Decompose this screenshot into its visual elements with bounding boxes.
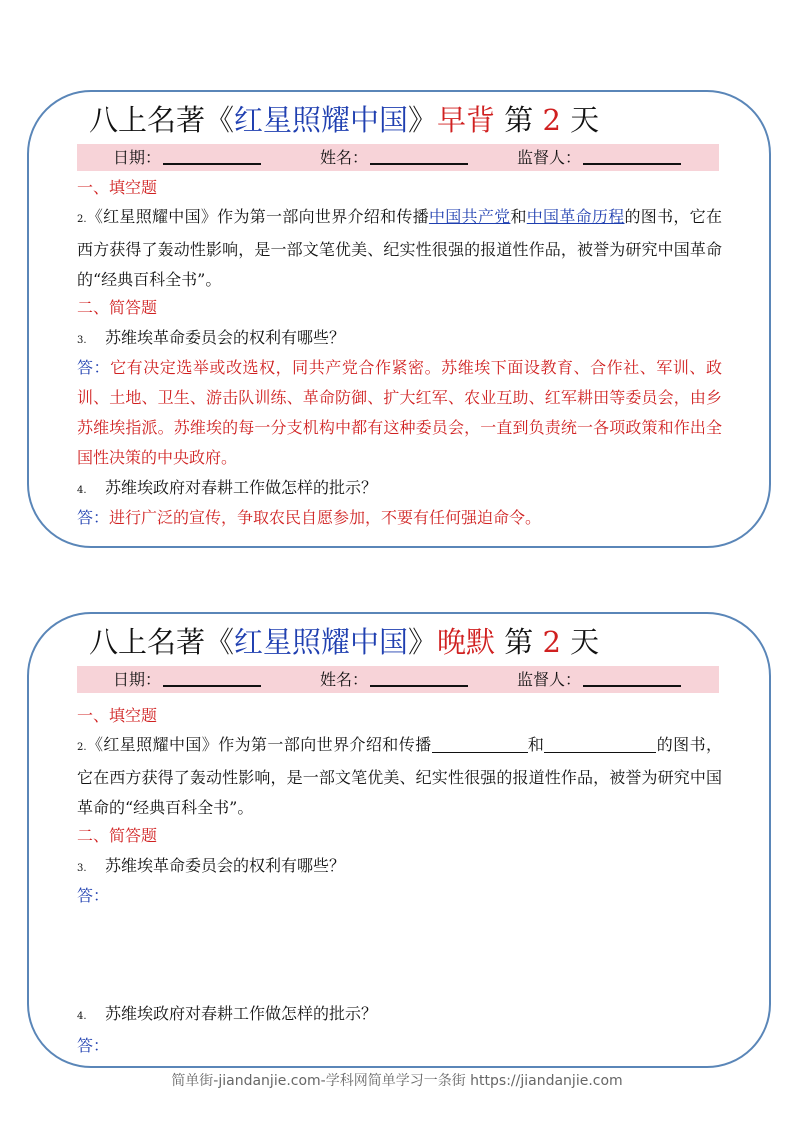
footer-watermark: 简单街-jiandanjie.com-学科网简单学习一条街 https://jiandanjie.com xyxy=(171,1073,623,1089)
name-field[interactable]: 姓名： xyxy=(320,144,468,171)
supervisor-field[interactable]: 监督人： xyxy=(517,666,681,693)
section-fill-blank: 一、填空题 xyxy=(77,706,158,725)
answer-4: 答：进行广泛的宣传，争取农民自愿参加，不要有任何强迫命令。 xyxy=(77,508,542,527)
name-field[interactable]: 姓名： xyxy=(320,666,468,693)
title-tag: 早背 xyxy=(437,103,496,137)
supervisor-blank[interactable] xyxy=(583,667,681,687)
title-book: 红星照耀中国 xyxy=(234,103,409,137)
title-day-post: 天 xyxy=(560,103,600,137)
date-blank[interactable] xyxy=(163,145,261,165)
fill-blank-2[interactable] xyxy=(544,734,656,753)
section-short-answer: 二、简答题 xyxy=(77,826,158,845)
title-day-pre: 第 xyxy=(495,103,543,137)
title-day-num: 2 xyxy=(542,103,561,137)
answer-3: 答：它有决定选举或改选权，同共产党合作紧密。苏维埃下面设教育、合作社、军训、政训、土地、卫生、游击队训练、革命防御、扩大红军、农业互助、红军耕田等委员会，由乡苏维埃指派。苏维埃的每一分支机构中都有这种委员会，一直到负责统一各项政策和作出全国性决策的中央政府。 xyxy=(77,358,722,467)
question-4: 4. 苏维埃政府对春耕工作做怎样的批示？ xyxy=(77,478,378,497)
evening-card xyxy=(27,612,771,1068)
question-2: 2.《红星照耀中国》作为第一部向世界介绍和传播中国共产党和中国革命历程的图书，它在西方获得了轰动性影响，是一部文笔优美、纪实性很强的报道性作品，被誉为研究中国革命的“经典百科全书”。 xyxy=(77,207,722,289)
answer-4-label: 答： xyxy=(77,1036,110,1055)
question-4: 4. 苏维埃政府对春耕工作做怎样的批示？ xyxy=(77,1004,378,1023)
name-blank[interactable] xyxy=(370,145,468,165)
info-bar xyxy=(77,144,719,171)
question-3: 3. 苏维埃革命委员会的权利有哪些？ xyxy=(77,856,346,875)
info-bar xyxy=(77,666,719,693)
title-close: 》 xyxy=(408,103,438,137)
date-field[interactable]: 日期： xyxy=(113,144,261,171)
question-2: 2.《红星照耀中国》作为第一部向世界介绍和传播 和 的图书，它在西方获得了轰动性影响，是一部文笔优美、纪实性很强的报道性作品，被誉为研究中国革命的“经典百科全书”。 xyxy=(77,735,722,817)
morning-title xyxy=(89,98,599,142)
supervisor-field[interactable]: 监督人： xyxy=(517,144,681,171)
answer-link-revolution[interactable]: 中国革命历程 xyxy=(526,207,625,226)
date-field[interactable]: 日期： xyxy=(113,666,261,693)
evening-title: 八上名著《红星照耀中国》晚默 第 2 天 xyxy=(89,625,600,659)
answer-3-label: 答： xyxy=(77,886,110,905)
morning-card xyxy=(27,90,771,548)
question-3: 3. 苏维埃革命委员会的权利有哪些？ xyxy=(77,328,346,347)
supervisor-blank[interactable] xyxy=(583,145,681,165)
section-fill-blank: 一、填空题 xyxy=(77,178,158,197)
name-blank[interactable] xyxy=(370,667,468,687)
title-prefix: 八上名著《 xyxy=(89,103,235,137)
answer-link-ccp[interactable]: 中国共产党 xyxy=(428,207,511,226)
section-short-answer: 二、简答题 xyxy=(77,298,158,317)
date-blank[interactable] xyxy=(163,667,261,687)
fill-blank-1[interactable] xyxy=(432,734,528,753)
